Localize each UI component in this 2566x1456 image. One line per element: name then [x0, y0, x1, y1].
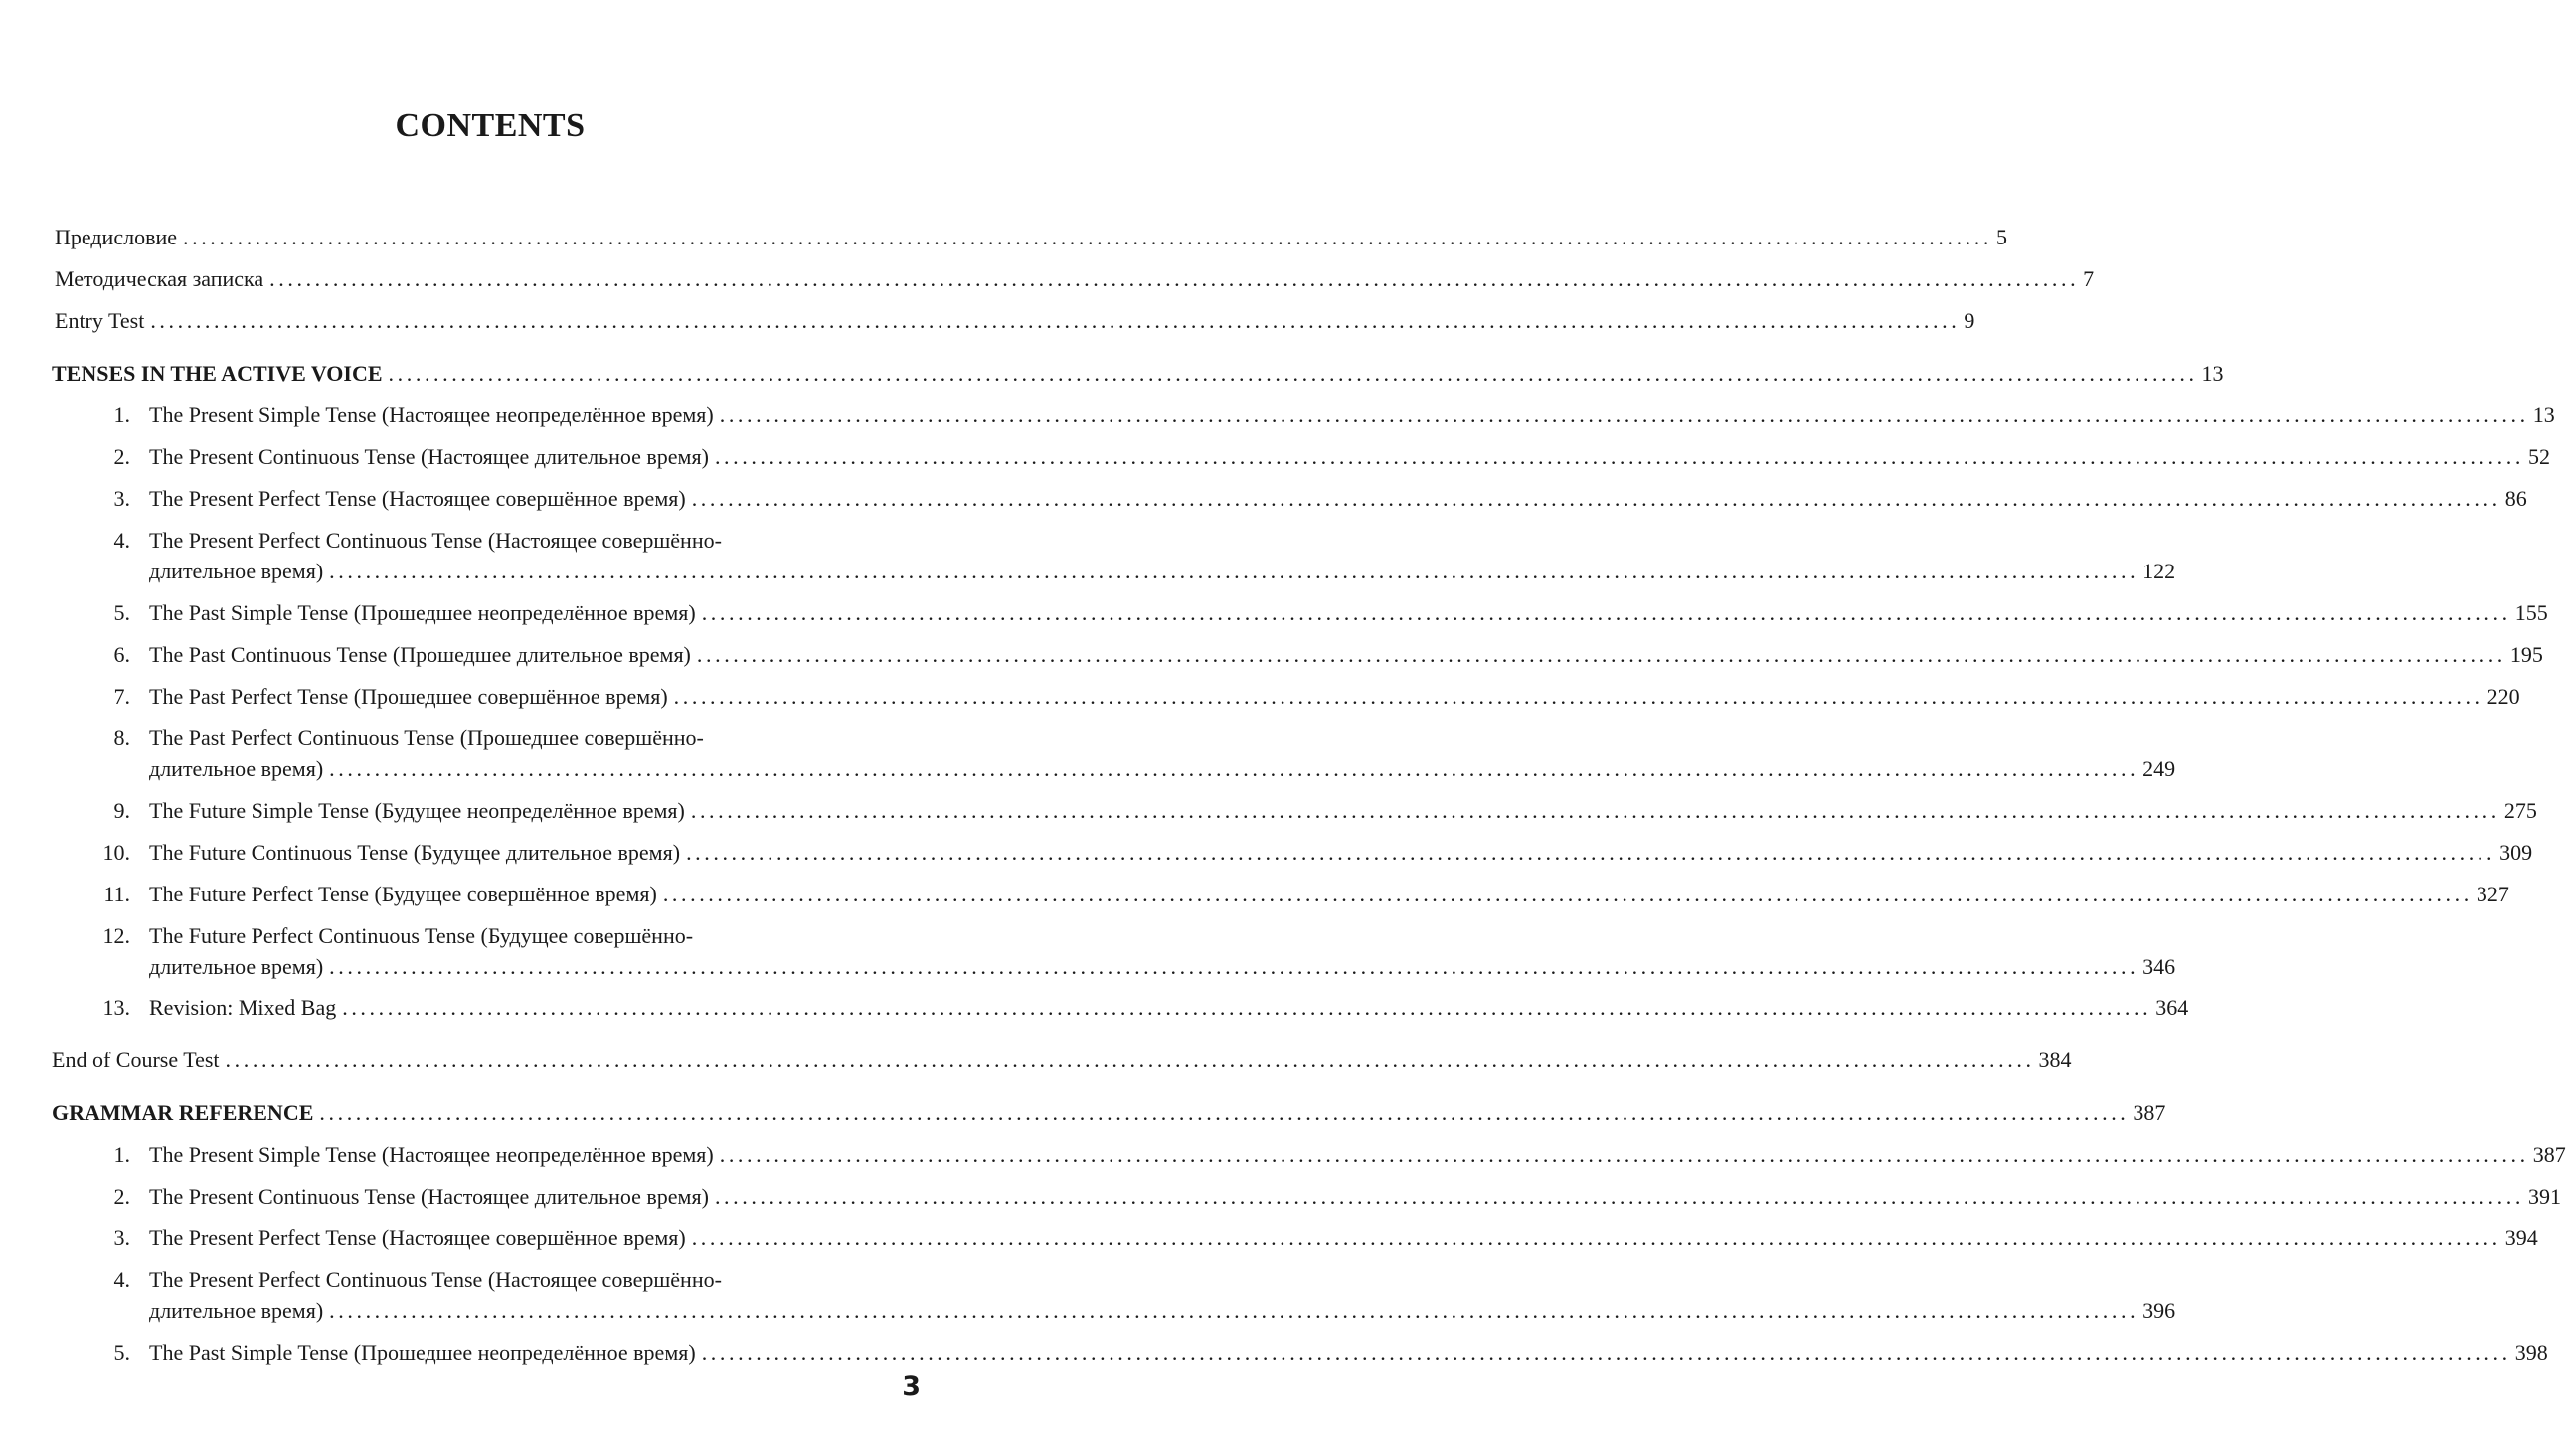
toc-item[interactable]	[99, 992, 2189, 1023]
dot-leader: ........................................................................................................................................................................................................	[719, 1142, 2529, 1167]
toc-page-number: 52	[2527, 444, 2550, 469]
toc-item-label: The Present Perfect Tense (Настоящее совершённое время)	[149, 1225, 686, 1250]
toc-item-number: 2.	[113, 1184, 130, 1209]
toc-item-label: длительное время)	[149, 756, 324, 781]
toc-item[interactable]	[99, 639, 2543, 670]
toc-page-number: 391	[2527, 1184, 2561, 1209]
toc-page-number: 387	[2133, 1100, 2166, 1125]
toc-item-number: 10.	[102, 840, 130, 865]
dot-leader: ........................................................................................................................................................................................................	[388, 361, 2198, 386]
toc-item-label: The Present Continuous Tense (Настоящее длительное время)	[149, 1184, 709, 1209]
toc-entry-label: Предисловие	[55, 225, 177, 249]
dot-leader: ........................................................................................................................................................................................................	[686, 840, 2496, 865]
toc-entry-label: End of Course Test	[52, 1048, 220, 1072]
toc-item-first-line[interactable]	[99, 525, 924, 556]
toc-item-number: 13.	[102, 995, 130, 1020]
toc-page-number: 13	[2532, 403, 2555, 427]
toc-page-number: 346	[2142, 954, 2176, 979]
toc-item-number: 11.	[103, 882, 130, 906]
toc-page-number: 5	[1996, 225, 2007, 249]
toc-item-continuation[interactable]	[149, 1295, 2176, 1326]
toc-item-label: The Present Perfect Tense (Настоящее совершённое время)	[149, 486, 686, 511]
toc-page-number: 7	[2083, 266, 2095, 291]
toc-item-number: 3.	[113, 486, 130, 511]
toc-item[interactable]	[99, 879, 2509, 909]
toc-page-number: 398	[2514, 1340, 2548, 1365]
toc-item-label: The Present Continuous Tense (Настоящее длительное время)	[149, 444, 709, 469]
toc-item-label: The Future Continuous Tense (Будущее длительное время)	[149, 840, 681, 865]
toc-item[interactable]	[99, 681, 2520, 712]
toc-section-label: GRAMMAR REFERENCE	[52, 1100, 314, 1125]
dot-leader: ........................................................................................................................................................................................................	[719, 403, 2529, 427]
toc-item-number: 8.	[113, 726, 130, 750]
toc-item-label: The Present Simple Tense (Настоящее неопределённое время)	[149, 1142, 714, 1167]
dot-leader: ........................................................................................................................................................................................................	[696, 642, 2506, 667]
toc-page-number: 309	[2499, 840, 2533, 865]
page-title: CONTENTS	[395, 107, 586, 144]
dot-leader: ........................................................................................................................................................................................................	[714, 1184, 2524, 1209]
dot-leader: ........................................................................................................................................................................................................	[342, 995, 2152, 1020]
toc-item-label: The Past Simple Tense (Прошедшее неопределённое время)	[149, 600, 696, 625]
toc-page-number: 396	[2142, 1298, 2176, 1323]
toc-item-number: 9.	[113, 798, 130, 823]
toc-item[interactable]	[99, 441, 2550, 472]
dot-leader: ........................................................................................................................................................................................................	[329, 1298, 2139, 1323]
dot-leader: ........................................................................................................................................................................................................	[701, 1340, 2511, 1365]
dot-leader: ........................................................................................................................................................................................................	[714, 444, 2524, 469]
toc-page-number: 327	[2476, 882, 2509, 906]
toc-item-label: The Present Simple Tense (Настоящее неопределённое время)	[149, 403, 714, 427]
dot-leader: ........................................................................................................................................................................................................	[329, 756, 2139, 781]
toc-entry-entry-test[interactable]	[55, 305, 1975, 336]
toc-item-number: 6.	[113, 642, 130, 667]
toc-section-label: TENSES IN THE ACTIVE VOICE	[52, 361, 383, 386]
toc-page-number: 122	[2142, 559, 2176, 583]
toc-item[interactable]	[99, 1222, 2538, 1253]
toc-item-continuation[interactable]	[149, 753, 2176, 784]
dot-leader: ........................................................................................................................................................................................................	[269, 266, 2080, 291]
toc-item-first-line[interactable]	[99, 920, 924, 951]
toc-item-number: 5.	[113, 1340, 130, 1365]
dot-leader: ........................................................................................................................................................................................................	[691, 486, 2501, 511]
dot-leader: ........................................................................................................................................................................................................	[150, 308, 1961, 333]
toc-page-number: 364	[2155, 995, 2189, 1020]
toc-item[interactable]	[99, 837, 2533, 868]
toc-item-number: 5.	[113, 600, 130, 625]
dot-leader: ........................................................................................................................................................................................................	[690, 798, 2500, 823]
dot-leader: ........................................................................................................................................................................................................	[691, 1225, 2501, 1250]
dot-leader: ........................................................................................................................................................................................................	[329, 559, 2139, 583]
toc-item-label: The Past Perfect Tense (Прошедшее совершённое время)	[149, 684, 668, 709]
toc-item[interactable]	[99, 1139, 2566, 1170]
toc-page-number: 249	[2142, 756, 2176, 781]
dot-leader: ........................................................................................................................................................................................................	[319, 1100, 2130, 1125]
toc-item[interactable]	[99, 1337, 2548, 1368]
toc-section-grammar-reference[interactable]	[52, 1097, 2166, 1128]
page-number-folio: 3	[902, 1372, 921, 1402]
toc-item[interactable]	[99, 483, 2527, 514]
toc-entry-preface[interactable]	[55, 222, 2007, 252]
toc-item-label: The Present Perfect Continuous Tense (Настоящее совершённо-	[149, 528, 722, 553]
toc-item-number: 12.	[102, 923, 130, 948]
dot-leader: ........................................................................................................................................................................................................	[225, 1048, 2035, 1072]
toc-entry-label: Entry Test	[55, 308, 145, 333]
toc-item-number: 4.	[113, 528, 130, 553]
toc-item-label: The Future Perfect Tense (Будущее совершённое время)	[149, 882, 657, 906]
toc-item-label: длительное время)	[149, 1298, 324, 1323]
toc-item-continuation[interactable]	[149, 951, 2176, 982]
toc-item-first-line[interactable]	[99, 1264, 924, 1295]
toc-item[interactable]	[99, 597, 2548, 628]
toc-item-label: The Past Continuous Tense (Прошедшее длительное время)	[149, 642, 691, 667]
dot-leader: ........................................................................................................................................................................................................	[183, 225, 1992, 249]
dot-leader: ........................................................................................................................................................................................................	[673, 684, 2483, 709]
toc-page-number: 9	[1964, 308, 1975, 333]
toc-item-first-line[interactable]	[99, 723, 924, 753]
toc-item-number: 1.	[113, 1142, 130, 1167]
toc-item-number: 4.	[113, 1267, 130, 1292]
toc-page-number: 195	[2509, 642, 2543, 667]
toc-item-label: The Present Perfect Continuous Tense (Настоящее совершённо-	[149, 1267, 722, 1292]
toc-page-number: 387	[2532, 1142, 2566, 1167]
toc-section-active-voice[interactable]	[52, 358, 2224, 389]
toc-entry-label: Методическая записка	[55, 266, 264, 291]
toc-item-number: 1.	[113, 403, 130, 427]
toc-page-number: 394	[2504, 1225, 2538, 1250]
toc-item-label: The Future Perfect Continuous Tense (Будущее совершённо-	[149, 923, 694, 948]
dot-leader: ........................................................................................................................................................................................................	[701, 600, 2511, 625]
toc-item-label: The Future Simple Tense (Будущее неопределённое время)	[149, 798, 685, 823]
toc-item-label: длительное время)	[149, 559, 324, 583]
toc-item-label: The Past Perfect Continuous Tense (Прошедшее совершённо-	[149, 726, 704, 750]
toc-entry-end-of-course-test[interactable]	[52, 1045, 2072, 1075]
toc-item-label: длительное время)	[149, 954, 324, 979]
toc-page-number: 220	[2486, 684, 2520, 709]
dot-leader: ........................................................................................................................................................................................................	[662, 882, 2473, 906]
toc-item-number: 2.	[113, 444, 130, 469]
toc-item-continuation[interactable]	[149, 556, 2176, 586]
toc-page-number: 86	[2504, 486, 2527, 511]
dot-leader: ........................................................................................................................................................................................................	[329, 954, 2139, 979]
toc-page-number: 384	[2038, 1048, 2072, 1072]
toc-page-number: 275	[2503, 798, 2537, 823]
toc-item-label: The Past Simple Tense (Прошедшее неопределённое время)	[149, 1340, 696, 1365]
toc-page-number: 13	[2201, 361, 2224, 386]
toc-entry-methodical-note[interactable]	[55, 263, 2095, 294]
toc-item-number: 7.	[113, 684, 130, 709]
toc-page-number: 155	[2514, 600, 2548, 625]
toc-item-label: Revision: Mixed Bag	[149, 995, 337, 1020]
toc-item[interactable]	[99, 795, 2537, 826]
toc-item[interactable]	[99, 400, 2555, 430]
toc-item-number: 3.	[113, 1225, 130, 1250]
toc-item[interactable]	[99, 1181, 2561, 1212]
